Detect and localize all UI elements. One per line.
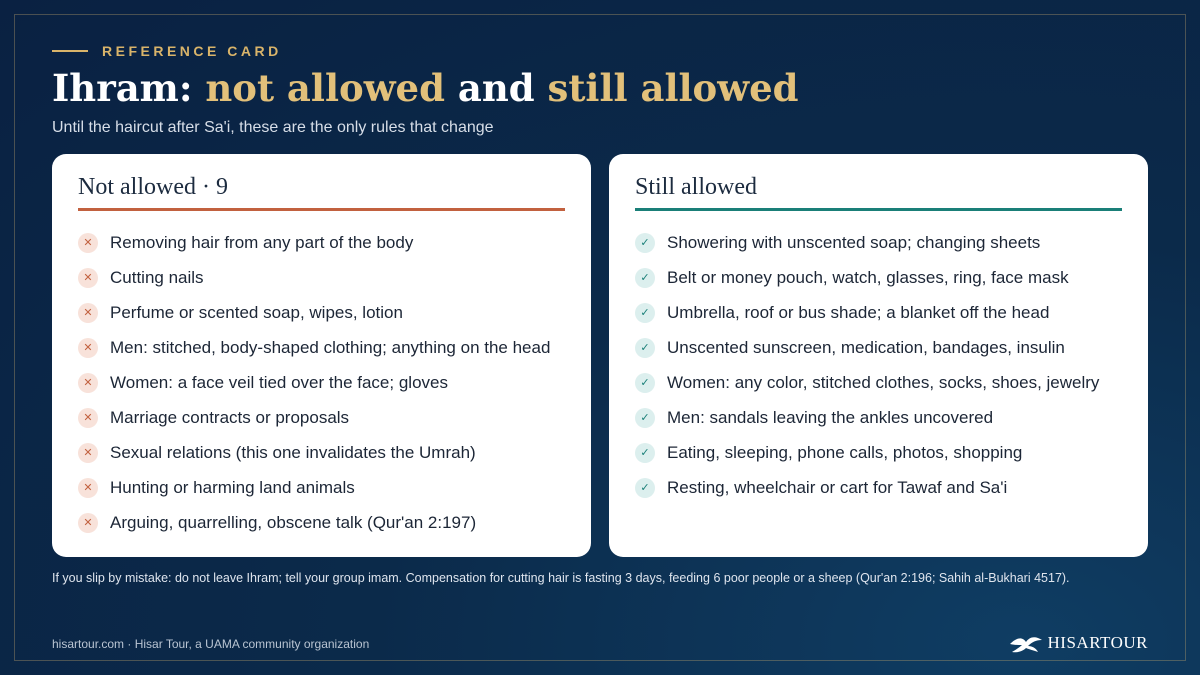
x-icon: ✕ xyxy=(78,338,98,358)
x-icon: ✕ xyxy=(78,408,98,428)
not-allowed-item xyxy=(78,365,565,400)
check-icon: ✓ xyxy=(635,303,655,323)
not-allowed-title: Not allowed · 9 xyxy=(78,174,228,200)
not-allowed-item xyxy=(78,505,565,540)
x-icon: ✕ xyxy=(78,233,98,253)
page-subtitle: Until the haircut after Sa'i, these are the only rules that change xyxy=(52,119,494,136)
title-part-4: still allowed xyxy=(547,66,799,110)
still-allowed-item xyxy=(635,225,1122,260)
check-icon: ✓ xyxy=(635,373,655,393)
logo-text: HISARTOUR xyxy=(1047,633,1148,652)
not-allowed-item-text: Cutting nails xyxy=(110,267,204,287)
check-icon: ✓ xyxy=(635,268,655,288)
not-allowed-item xyxy=(78,435,565,470)
still-allowed-item xyxy=(635,435,1122,470)
eyebrow-rule xyxy=(52,50,88,52)
still-allowed-item-text: Umbrella, roof or bus shade; a blanket off the head xyxy=(667,302,1050,322)
still-allowed-item-text: Unscented sunscreen, medication, bandages, insulin xyxy=(667,337,1065,357)
x-icon: ✕ xyxy=(78,443,98,463)
not-allowed-rule xyxy=(78,208,565,211)
still-allowed-item xyxy=(635,295,1122,330)
still-allowed-item-text: Men: sandals leaving the ankles uncovered xyxy=(667,407,994,427)
still-allowed-title: Still allowed xyxy=(635,174,757,200)
x-icon: ✕ xyxy=(78,513,98,533)
footer-credit: hisartour.com · Hisar Tour, a UAMA community organization xyxy=(52,637,370,651)
still-allowed-item-text: Eating, sleeping, phone calls, photos, shopping xyxy=(667,442,1023,462)
not-allowed-item xyxy=(78,330,565,365)
footnote: If you slip by mistake: do not leave Ihram; tell your group imam. Compensation for cutting hair is fasting 3 days, feeding 6 poor people or a sheep (Qur'an 2:196; Sahih al-Bukhari 4517). xyxy=(52,571,1070,585)
not-allowed-item-text: Sexual relations (this one invalidates the Umrah) xyxy=(110,442,476,462)
check-icon: ✓ xyxy=(635,478,655,498)
check-icon: ✓ xyxy=(635,338,655,358)
not-allowed-item xyxy=(78,260,565,295)
still-allowed-list xyxy=(635,225,1122,505)
not-allowed-list xyxy=(78,225,565,540)
page-title xyxy=(52,66,799,110)
not-allowed-item-text: Hunting or harming land animals xyxy=(110,477,355,497)
title-part-2: not allowed xyxy=(205,66,445,110)
title-part-1: Ihram: xyxy=(52,66,193,110)
not-allowed-item-text: Perfume or scented soap, wipes, lotion xyxy=(110,302,403,322)
not-allowed-item-text: Men: stitched, body-shaped clothing; anything on the head xyxy=(110,337,551,357)
eyebrow-label: REFERENCE CARD xyxy=(102,43,282,59)
not-allowed-item-text: Arguing, quarrelling, obscene talk (Qur'an 2:197) xyxy=(110,512,477,532)
not-allowed-item xyxy=(78,400,565,435)
still-allowed-item xyxy=(635,330,1122,365)
check-icon: ✓ xyxy=(635,233,655,253)
not-allowed-item xyxy=(78,295,565,330)
still-allowed-item xyxy=(635,470,1122,505)
still-allowed-rule xyxy=(635,208,1122,211)
still-allowed-item-text: Women: any color, stitched clothes, socks, shoes, jewelry xyxy=(667,372,1100,392)
eyebrow xyxy=(52,43,282,59)
still-allowed-item-text: Resting, wheelchair or cart for Tawaf and Sa'i xyxy=(667,477,1008,497)
not-allowed-item-text: Women: a face veil tied over the face; gloves xyxy=(110,372,448,392)
check-icon: ✓ xyxy=(635,408,655,428)
x-icon: ✕ xyxy=(78,373,98,393)
still-allowed-card xyxy=(609,154,1148,557)
hisartour-logo xyxy=(1008,630,1148,656)
still-allowed-item xyxy=(635,365,1122,400)
bird-icon xyxy=(1008,630,1044,656)
not-allowed-card xyxy=(52,154,591,557)
still-allowed-item-text: Belt or money pouch, watch, glasses, ring, face mask xyxy=(667,267,1069,287)
x-icon: ✕ xyxy=(78,268,98,288)
not-allowed-item-text: Removing hair from any part of the body xyxy=(110,232,414,252)
not-allowed-item xyxy=(78,470,565,505)
still-allowed-item xyxy=(635,400,1122,435)
not-allowed-item-text: Marriage contracts or proposals xyxy=(110,407,350,427)
title-part-3: and xyxy=(457,66,535,110)
check-icon: ✓ xyxy=(635,443,655,463)
still-allowed-item xyxy=(635,260,1122,295)
still-allowed-item-text: Showering with unscented soap; changing sheets xyxy=(667,232,1041,252)
x-icon: ✕ xyxy=(78,478,98,498)
x-icon: ✕ xyxy=(78,303,98,323)
not-allowed-item xyxy=(78,225,565,260)
